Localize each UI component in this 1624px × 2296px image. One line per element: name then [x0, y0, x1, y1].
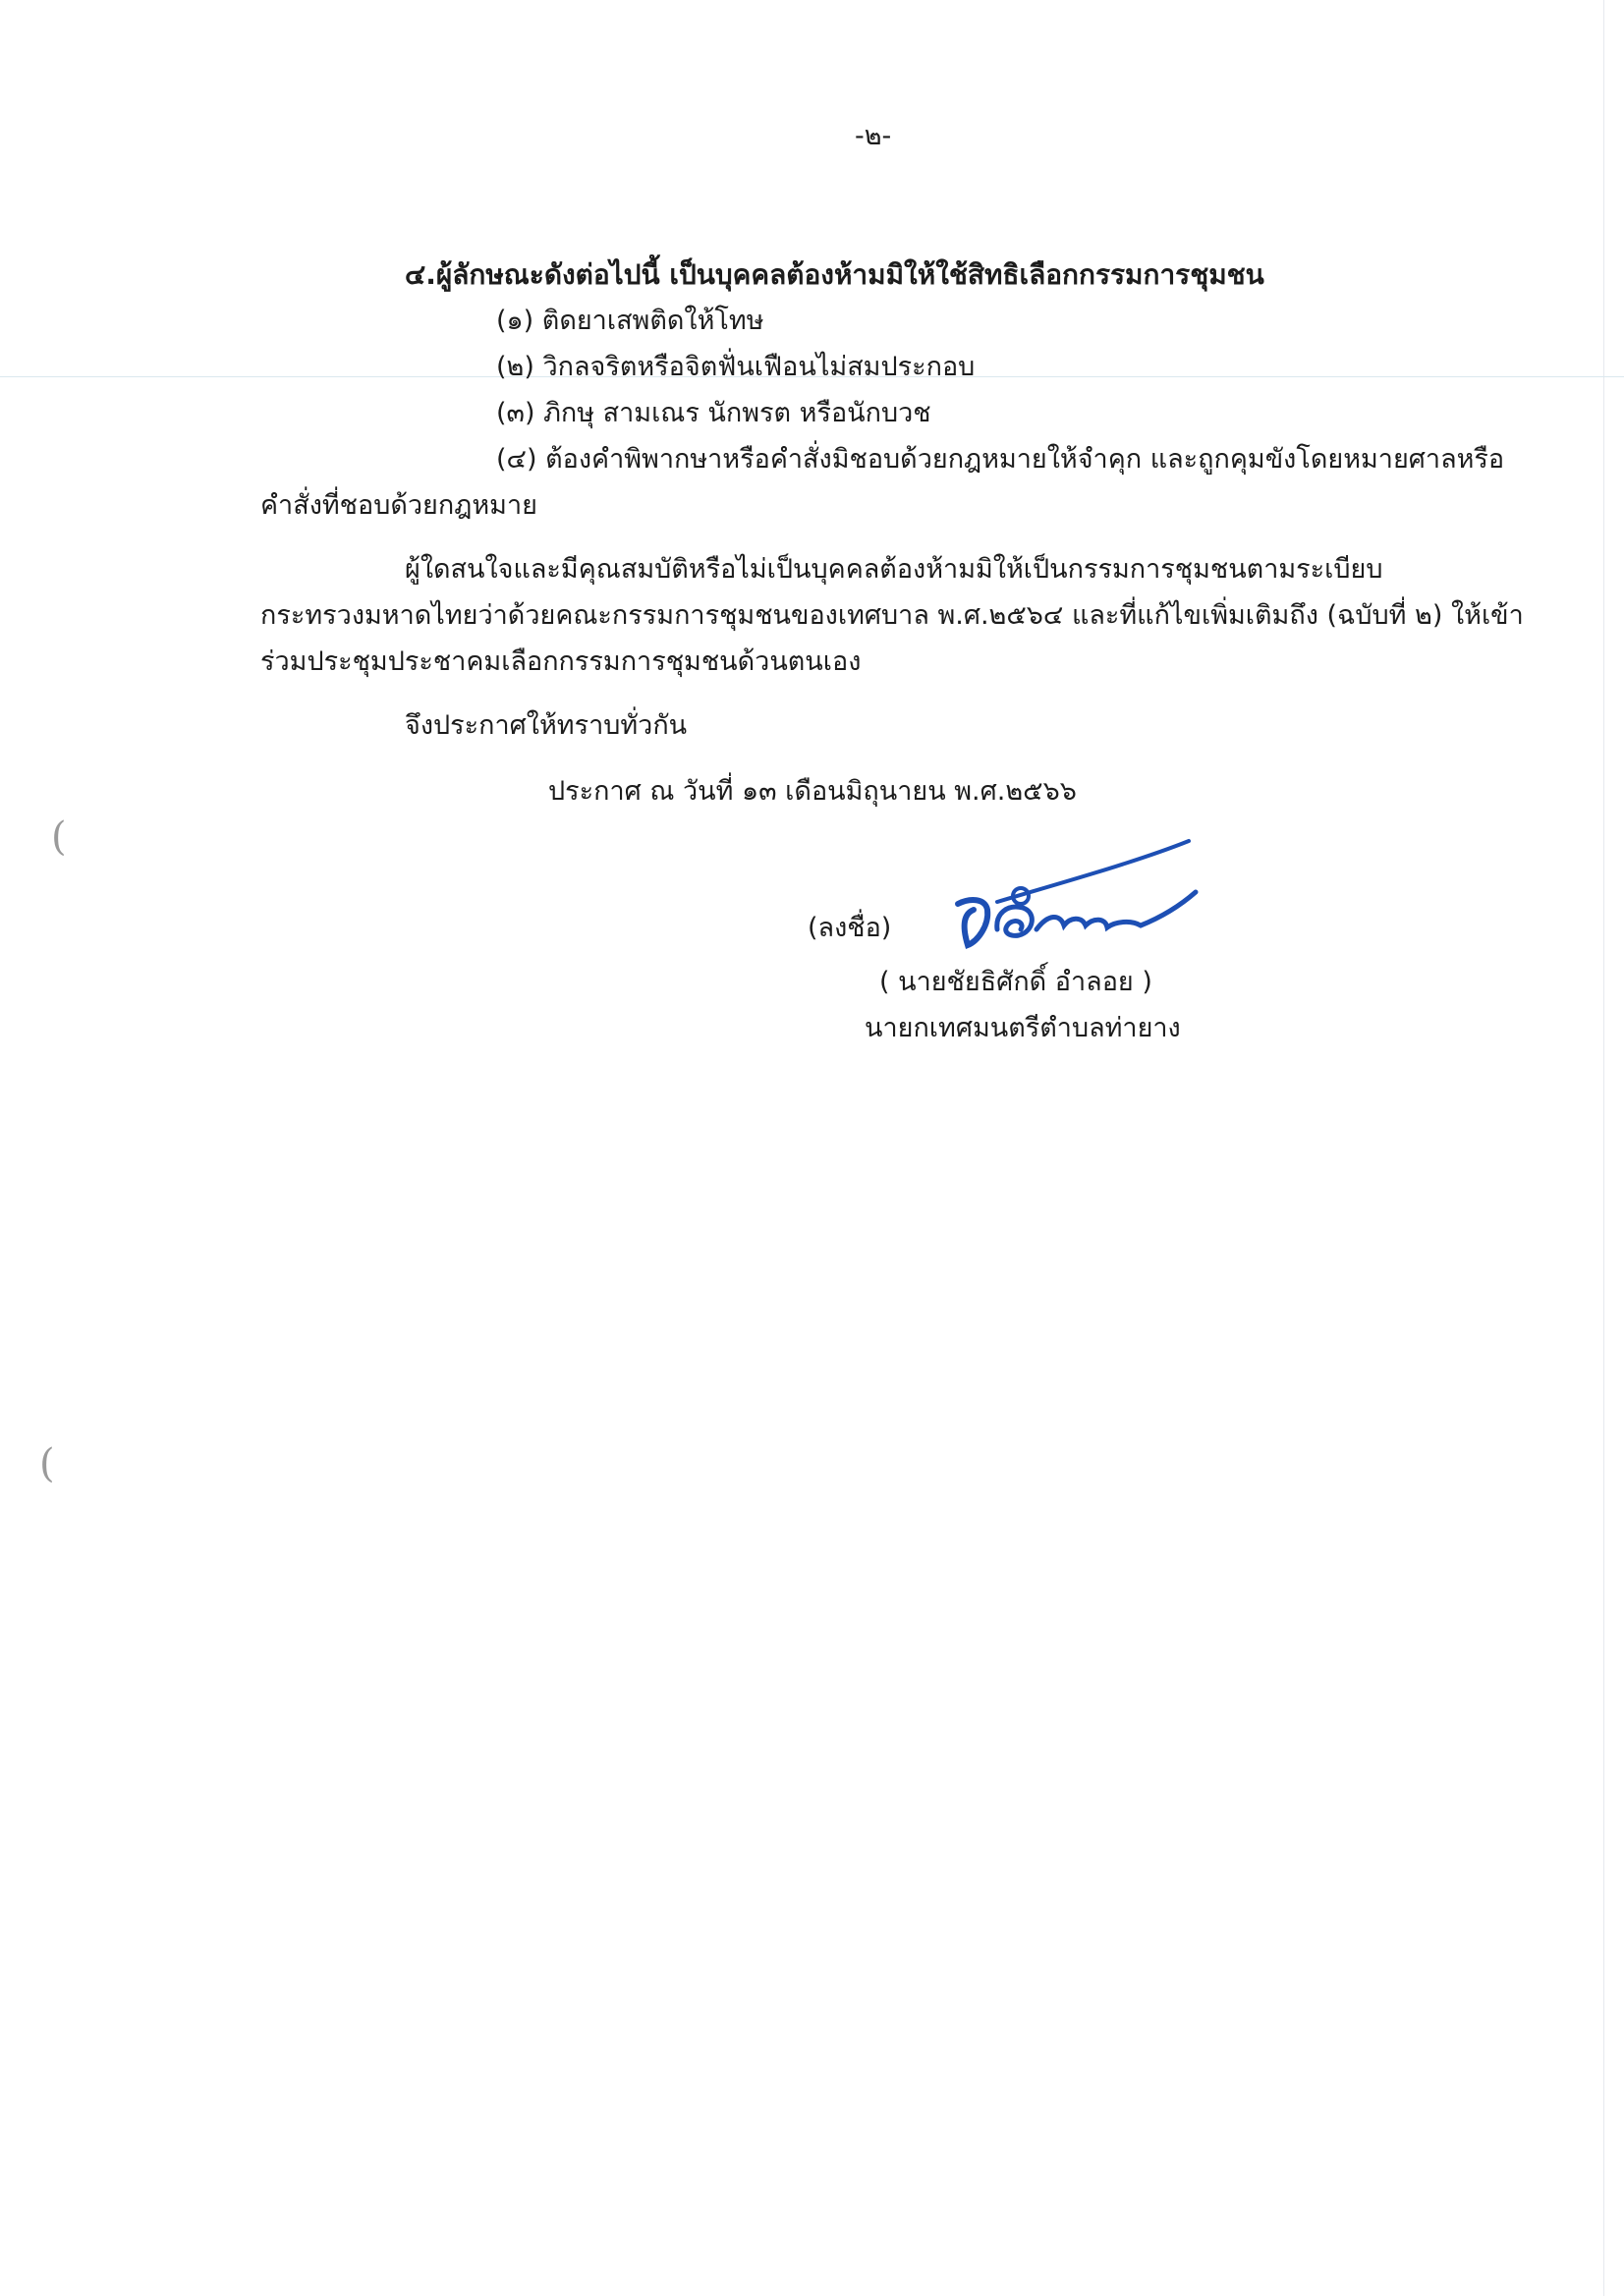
page-number: -๒- [855, 121, 892, 151]
list-item-continuation: คำสั่งที่ชอบด้วยกฎหมาย [260, 490, 537, 521]
signer-name: ( นายชัยธิศักดิ์ อำลอย ) [879, 967, 1152, 997]
paragraph-line: ร่วมประชุมประชาคมเลือกกรรมการชุมชนด้วนตนเอง [260, 646, 862, 677]
announcement: จึงประกาศให้ทราบทั่วกัน [405, 710, 688, 741]
list-item: (๑) ติดยาเสพติดให้โทษ [496, 306, 764, 336]
section-heading: ๔.ผู้ลักษณะดังต่อไปนี้ เป็นบุคคลต้องห้ามมิให้ใช้สิทธิเลือกกรรมการชุมชน [405, 258, 1264, 291]
list-item: (๒) วิกลจริตหรือจิตฟั่นเฟือนไม่สมประกอบ [496, 352, 976, 382]
scan-artifact-mark: ( [51, 814, 67, 860]
paragraph-line: ผู้ใดสนใจและมีคุณสมบัติหรือไม่เป็นบุคคลต้องห้ามมิให้เป็นกรรมการชุมชนตามระเบียบ [405, 554, 1383, 585]
list-item: (๔) ต้องคำพิพากษาหรือคำสั่งมิชอบด้วยกฎหมายให้จำคุก และถูกคุมขังโดยหมายศาลหรือ [496, 444, 1505, 475]
signer-title: นายกเทศมนตรีตำบลท่ายาง [865, 1013, 1181, 1043]
list-item: (๓) ภิกษุ สามเณร นักพรต หรือนักบวช [496, 398, 931, 428]
scan-artifact-mark: ( [39, 1441, 55, 1486]
signed-label: (ลงชื่อ) [808, 913, 892, 943]
scan-edge [1603, 0, 1604, 2296]
date-line: ประกาศ ณ วันที่ ๑๓ เดือนมิถุนายน พ.ศ.๒๕๖๖ [548, 776, 1077, 807]
paragraph-line: กระทรวงมหาดไทยว่าด้วยคณะกรรมการชุมชนของเทศบาล พ.ศ.๒๕๖๔ และที่แก้ไขเพิ่มเติมถึง (ฉบับที่ ๒) ให้เข้า [260, 600, 1524, 631]
signature-image [938, 835, 1213, 953]
